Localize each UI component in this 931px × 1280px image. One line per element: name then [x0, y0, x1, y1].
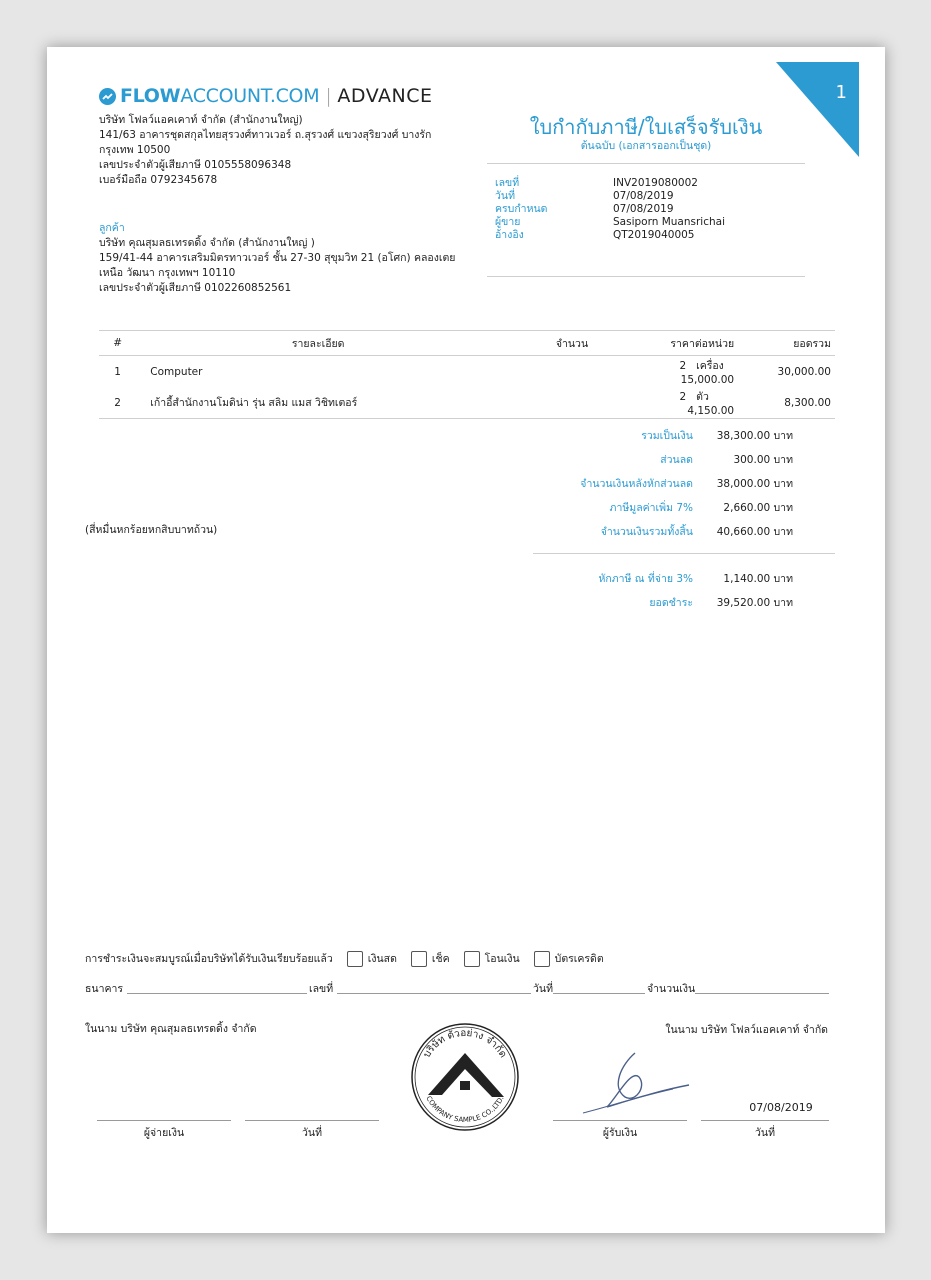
row-unit-price: 15,000.00	[680, 374, 735, 386]
items-table	[99, 330, 835, 419]
number-label: เลขที่	[309, 983, 334, 995]
seller-tax-id: เลขประจำตัวผู้เสียภาษี 0105558096348	[99, 159, 292, 171]
row-no: 2	[99, 387, 136, 419]
payer-company: ในนาม บริษัท คุณสุมลธเทรดดิ้ง จำกัด	[85, 1023, 257, 1035]
amount-field-line[interactable]	[695, 993, 829, 994]
meta-value-due: 07/08/2019	[613, 203, 674, 215]
credit-card-label: บัตรเครดิต	[554, 952, 604, 965]
transfer-checkbox[interactable]	[464, 951, 480, 967]
meta-label-date: วันที่	[495, 190, 515, 202]
payment-statement: การชำระเงินจะสมบูรณ์เมื่อบริษัทได้รับเงินเรียบร้อยแล้ว	[85, 952, 333, 965]
logo-separator: |	[325, 85, 332, 107]
totals-block	[493, 423, 793, 543]
company-logo	[99, 85, 432, 107]
row-qty-value: 2	[679, 391, 687, 403]
payment-methods	[85, 949, 604, 969]
total-label-vat: ภาษีมูลค่าเพิ่ม 7%	[609, 501, 693, 514]
meta-label-due: ครบกำหนด	[495, 203, 548, 215]
receiver-label: ผู้รับเงิน	[602, 1127, 638, 1139]
total-label-subtotal: รวมเป็นเงิน	[641, 429, 693, 442]
customer-tax-id: เลขประจำตัวผู้เสียภาษี 0102260852561	[99, 282, 292, 294]
stamp-bottom-text: COMPANY SAMPLE CO.,LTD.	[424, 1094, 506, 1125]
seller-address-1: 141/63 อาคารชุดสกุลไทยสุรวงศ์ทาวเวอร์ ถ.สุรวงศ์ แขวงสุริยวงศ์ บางรัก	[99, 129, 432, 141]
row-description: Computer	[150, 365, 203, 378]
row-description: เก้าอี้สำนักงานโมดิน่า รุ่น สลิม แมส วิชิทเตอร์	[136, 387, 500, 419]
payer-signature-line[interactable]	[97, 1120, 231, 1121]
document-subtitle: ต้นฉบับ (เอกสารออกเป็นชุด)	[580, 140, 712, 152]
customer-address-2: เหนือ วัฒนา กรุงเทพฯ 10110	[99, 267, 236, 279]
cheque-label: เช็ค	[431, 952, 450, 965]
meta-value-seller: Sasiporn Muansrichai	[613, 216, 725, 228]
company-stamp	[406, 1015, 524, 1133]
number-field-line[interactable]	[337, 993, 531, 994]
customer-label: ลูกค้า	[99, 222, 125, 234]
customer-block	[99, 221, 455, 296]
amount-due-value: 39,520.00 บาท	[716, 596, 793, 609]
total-value-vat: 2,660.00 บาท	[723, 501, 793, 514]
row-quantity	[500, 387, 735, 419]
handwritten-signature	[577, 1047, 697, 1117]
amount-in-words: (สี่หมื่นหกร้อยหกสิบบาทถ้วน)	[85, 524, 218, 536]
date-field-line[interactable]	[553, 993, 645, 994]
seller-name: บริษัท โฟลว์แอคเคาท์ จำกัด (สำนักงานใหญ่)	[99, 114, 303, 126]
meta-label-reference: อ้างอิง	[495, 229, 524, 241]
seller-address-2: กรุงเทพ 10500	[99, 144, 171, 156]
receiver-signature-line[interactable]	[553, 1120, 687, 1121]
amount-label: จำนวนเงิน	[647, 983, 696, 995]
document-title: ใบกำกับภาษี/ใบเสร็จรับเงิน	[529, 115, 763, 139]
row-qty-value: 2	[679, 360, 687, 372]
receiver-date-label: วันที่	[755, 1127, 775, 1139]
cash-label: เงินสด	[367, 952, 397, 965]
total-label-grand: จำนวนเงินรวมทั้งสิ้น	[600, 525, 693, 538]
payer-date-label: วันที่	[302, 1127, 322, 1139]
header-total: ยอดรวม	[735, 331, 835, 356]
row-unit-price: 4,150.00	[687, 405, 735, 417]
bank-label: ธนาคาร	[85, 983, 124, 995]
receiver-date-line[interactable]	[701, 1120, 829, 1121]
cheque-checkbox[interactable]	[411, 951, 427, 967]
divider	[487, 163, 805, 164]
divider	[487, 276, 805, 277]
logo-part3: ADVANCE	[337, 85, 433, 107]
page-number: 1	[835, 82, 847, 103]
customer-name: บริษัท คุณสุมลธเทรดดิ้ง จำกัด (สำนักงานใหญ่ )	[99, 237, 315, 249]
seller-phone: เบอร์มือถือ 0792345678	[99, 174, 218, 186]
row-unit: เครื่อง	[696, 360, 724, 372]
total-label-after-discount: จำนวนเงินหลังหักส่วนลด	[580, 477, 693, 490]
row-unit: ตัว	[696, 391, 709, 403]
receiver-company: ในนาม บริษัท โฟลว์แอคเคาท์ จำกัด	[665, 1024, 828, 1036]
total-value-grand: 40,660.00 บาท	[716, 525, 793, 538]
withholding-block	[493, 566, 793, 614]
cash-checkbox[interactable]	[347, 951, 363, 967]
meta-label-seller: ผู้ขาย	[495, 216, 521, 228]
table-row	[99, 387, 835, 419]
bank-field-line[interactable]	[127, 993, 307, 994]
header-no: #	[99, 331, 136, 356]
row-total: 30,000.00	[777, 365, 831, 378]
total-value-after-discount: 38,000.00 บาท	[716, 477, 793, 490]
meta-value-reference: QT2019040005	[613, 229, 695, 241]
credit-card-checkbox[interactable]	[534, 951, 550, 967]
seller-block	[99, 113, 431, 188]
stamp-top-text: บริษัท ตัวอย่าง จำกัด	[421, 1027, 509, 1060]
row-no: 1	[114, 365, 121, 378]
logo-part2: ACCOUNT.COM	[180, 85, 320, 107]
svg-text:COMPANY SAMPLE CO.,LTD.	[424, 1095, 505, 1124]
meta-value-number: INV2019080002	[613, 177, 698, 189]
customer-address-1: 159/41-44 อาคารเสริมมิตรทาวเวอร์ ชั้น 27-30 สุขุมวิท 21 (อโศก) คลองเตย	[99, 252, 456, 264]
total-value-subtotal: 38,300.00 บาท	[716, 429, 793, 442]
table-row	[99, 356, 835, 388]
company-stamp-graphic	[406, 1015, 524, 1133]
total-label-discount: ส่วนลด	[660, 453, 693, 466]
trend-icon	[99, 88, 116, 105]
withholding-label: หักภาษี ณ ที่จ่าย 3%	[598, 572, 693, 585]
row-quantity	[500, 356, 735, 388]
table-header-row	[99, 331, 835, 356]
invoice-page	[47, 47, 885, 1233]
payer-label: ผู้จ่ายเงิน	[143, 1127, 185, 1139]
payment-date-label: วันที่	[533, 983, 553, 995]
amount-due-label: ยอดชำระ	[649, 596, 693, 609]
receiver-date: 07/08/2019	[749, 1101, 813, 1114]
meta-label-number: เลขที่	[495, 177, 520, 189]
row-total: 8,300.00	[735, 387, 835, 419]
document-meta	[495, 177, 725, 242]
header-quantity: จำนวน	[500, 331, 589, 356]
header-description: รายละเอียด	[136, 331, 500, 356]
header-unit-price: ราคาต่อหน่วย	[589, 331, 735, 356]
meta-value-date: 07/08/2019	[613, 190, 674, 202]
divider	[533, 553, 835, 554]
logo-part1: FLOW	[120, 85, 181, 107]
payer-date-line[interactable]	[245, 1120, 379, 1121]
transfer-label: โอนเงิน	[484, 952, 520, 965]
total-value-discount: 300.00 บาท	[733, 453, 793, 466]
withholding-value: 1,140.00 บาท	[723, 572, 793, 585]
